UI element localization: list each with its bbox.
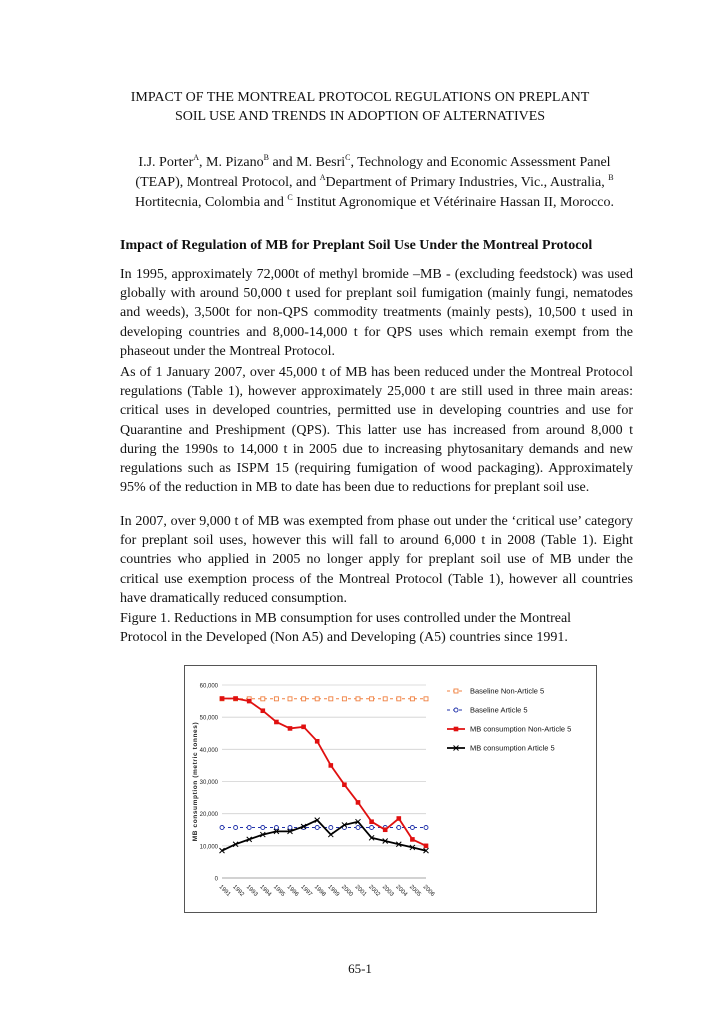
chart-svg [185,666,598,914]
author-line-3: Hortitecnia, Colombia and $^C$ Institut Agronomique et Vétérinaire Hassan II, Morocco. [134,193,615,210]
data-point-marker [329,697,333,701]
data-point-marker [302,697,306,701]
x-tick-label: 1999 [326,884,341,898]
data-point-marker [288,697,292,701]
legend-label: MB consumption Article 5 [470,743,555,753]
data-point-marker [356,800,361,805]
title-line-1: IMPACT OF THE MONTREAL PROTOCOL REGULATIONS ON PREPLANT [130,90,590,105]
data-point-marker [315,739,320,744]
y-tick-label: 10,000 [199,844,218,851]
legend-label: MB consumption Non-Article 5 [470,724,572,734]
data-point-marker [247,699,252,704]
x-tick-label: 1992 [231,884,245,898]
data-point-marker [454,689,458,693]
figure-caption-line-1: Figure 1. Reductions in MB consumption for uses controlled under the Montreal [120,611,572,626]
legend-label: Baseline Article 5 [470,705,528,715]
paragraph-3: In 2007, over 9,000 t of MB was exempted from phase out under the ‘critical use’ category for preplant soil uses, however this will fall to around 6,000 t in 2008 (Table 1). Eight countries who applied in 2005 no longer apply for preplant soil use of MB under the critical use exemption process of the Montreal Protocol (Table 1), however all countries have dramatically reduced consumption. [120,514,633,606]
data-point-marker [328,832,333,837]
data-point-marker [424,825,428,829]
data-point-marker [329,763,334,768]
x-tick-label: 2002 [367,884,381,898]
x-tick-label: 1996 [285,884,300,898]
x-tick-label: 1998 [312,884,327,898]
data-point-marker [410,837,415,842]
data-point-marker [370,697,374,701]
data-point-marker [220,696,225,701]
data-point-marker [234,825,238,829]
data-point-marker [383,697,387,701]
data-point-marker [397,816,402,821]
x-tick-label: 2001 [353,884,368,898]
y-tick-label: 30,000 [199,780,218,786]
data-point-marker [397,825,401,829]
figure-caption [120,609,640,647]
data-point-marker [356,825,360,829]
data-point-marker [454,727,459,732]
x-tick-label: 1997 [299,884,313,898]
x-tick-label: 2006 [421,884,436,898]
data-point-marker [370,825,374,829]
figure-caption-line-2: Protocol in the Developed (Non A5) and Developing (A5) countries since 1991. [120,630,568,645]
data-point-marker [315,697,319,701]
figure-1-chart [184,665,597,913]
x-tick-label: 2003 [380,884,395,898]
data-point-marker [356,697,360,701]
data-point-marker [261,825,265,829]
legend-label: Baseline Non-Article 5 [470,686,545,696]
author-line-2: (TEAP), Montreal Protocol, and $^A$Department of Primary Industries, Vic., Australia, $^B$ [135,173,614,190]
data-point-marker [274,697,278,701]
x-tick-label: 2004 [394,884,409,898]
data-point-marker [410,697,414,701]
y-tick-label: 0 [214,876,218,883]
x-tick-label: 1995 [271,884,286,898]
title-line-2: SOIL USE AND TRENDS IN ADOPTION OF ALTERNATIVES [174,109,546,124]
data-point-marker [274,720,279,725]
data-point-marker [383,827,388,832]
data-point-marker [410,825,414,829]
paragraph-1: In 1995, approximately 72,000t of methyl bromide –MB - (excluding feedstock) was used globally with around 50,000 t used for preplant soil fumigation (mainly fungi, nematodes and weeds), 3,500t for non-QPS commodity treatments (mainly pests), 10,500 t used in developing countries and 8,000-14,000 t for QPS uses which remain exempt from the phaseout under the Montreal Protocol. [120,267,633,359]
data-point-marker [288,825,292,829]
data-point-marker [329,825,333,829]
y-tick-label: 20,000 [199,812,218,819]
data-point-marker [261,697,265,701]
y-tick-label: 60,000 [199,683,218,690]
data-point-marker [454,708,458,712]
section-heading: Impact of Regulation of MB for Preplant Soil Use Under the Montreal Protocol [120,238,593,253]
author-line-1: I.J. Porter$^A$, M. Pizano$^B$ and M. Besri$^C$, Technology and Economic Assessment Panel [138,153,611,170]
x-tick-label: 1991 [217,884,232,898]
data-point-marker [315,825,319,829]
x-tick-label: 1994 [258,884,273,898]
paragraph-2: As of 1 January 2007, over 45,000 t of MB has been reduced under the Montreal Protocol regulations (Table 1), however approximately 25,000 t are still used in three main areas: critical uses in developed countries, permitted use in developing countries and use for Quarantine and Preshipment (QPS). This latter use has increased from around 8,000 t during the 1990s to 14,000 t in 2005 due to increasing phytosanitary demands and new regulations such as ISPM 15 (requiring fumigation of wood packaging). Approximately 95% of the reduction in MB to date has been due to reductions for preplant soil use. [120,365,633,496]
data-point-marker [369,819,374,824]
x-tick-label: 2000 [339,884,354,898]
data-point-marker [220,825,224,829]
data-point-marker [288,726,293,731]
data-point-marker [397,697,401,701]
x-tick-label: 2005 [407,884,422,898]
data-point-marker [247,825,251,829]
author-block [112,153,637,213]
page-number: 65-1 [348,961,372,976]
data-point-marker [301,725,306,730]
y-tick-label: 40,000 [199,747,218,754]
paper-title [0,88,720,126]
data-point-marker [342,697,346,701]
y-axis-label: MB consumption (metric tonnes) [192,721,199,842]
data-point-marker [424,844,429,849]
y-tick-label: 50,000 [199,715,218,722]
data-point-marker [342,782,347,787]
data-point-marker [274,825,278,829]
data-point-marker [261,708,266,713]
x-tick-label: 1993 [244,884,259,898]
data-point-marker [424,697,428,701]
data-point-marker [233,696,238,701]
series-line-3 [222,699,426,846]
